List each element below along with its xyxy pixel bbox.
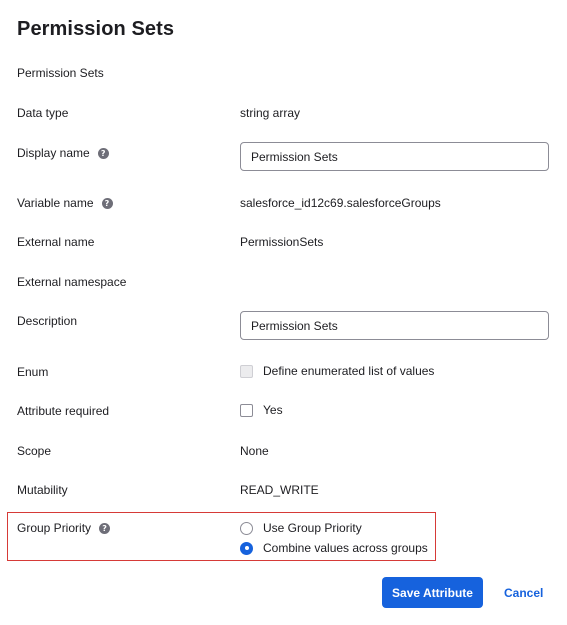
data-type-label-text: Data type [17, 106, 69, 120]
external-namespace-label-text: External namespace [17, 275, 127, 289]
display-name-input[interactable] [240, 142, 549, 171]
attribute-required-checkbox-label[interactable]: Yes [263, 403, 283, 417]
data-type-value: string array [240, 106, 301, 120]
enum-checkbox-row [240, 364, 434, 378]
mutability-label-text: Mutability [17, 483, 68, 497]
external-name-value: PermissionSets [240, 235, 324, 249]
radio-use-group-priority-control[interactable] [240, 522, 253, 535]
enum-checkbox [240, 365, 253, 378]
help-icon[interactable]: ? [99, 523, 110, 534]
enum-checkbox-label: Define enumerated list of values [263, 364, 435, 378]
radio-combine-values-control[interactable] [240, 542, 253, 555]
display-name-label-text: Display name [17, 146, 90, 160]
variable-name-label-text: Variable name [17, 196, 94, 210]
group-priority-label [17, 521, 110, 535]
radio-combine-values[interactable] [240, 541, 428, 555]
variable-name-value: salesforce_id12c69.salesforceGroups [240, 196, 441, 210]
description-input[interactable] [240, 311, 549, 340]
display-name-label [17, 146, 109, 160]
cancel-button[interactable]: Cancel [496, 577, 551, 608]
group-priority-label-text: Group Priority [17, 521, 92, 535]
external-name-label-text: External name [17, 235, 95, 249]
external-name-label [17, 235, 94, 249]
page-title: Permission Sets [17, 18, 175, 40]
mutability-label [17, 483, 68, 497]
radio-combine-values-label[interactable]: Combine values across groups [263, 541, 428, 555]
help-icon[interactable]: ? [98, 148, 109, 159]
attribute-required-label [17, 404, 109, 418]
page-subtitle: Permission Sets [17, 66, 104, 80]
description-label [17, 314, 77, 328]
data-type-label [17, 106, 68, 120]
attribute-required-label-text: Attribute required [17, 404, 110, 418]
radio-use-group-priority[interactable] [240, 521, 362, 535]
attribute-required-checkbox-row[interactable] [240, 403, 283, 417]
description-label-text: Description [17, 314, 78, 328]
enum-label [17, 365, 48, 379]
radio-use-group-priority-label[interactable]: Use Group Priority [263, 521, 362, 535]
external-namespace-label [17, 275, 126, 289]
variable-name-label [17, 196, 113, 210]
enum-label-text: Enum [17, 365, 49, 379]
scope-value: None [240, 444, 269, 458]
mutability-value: READ_WRITE [240, 483, 319, 497]
help-icon[interactable]: ? [102, 198, 113, 209]
scope-label-text: Scope [17, 444, 52, 458]
attribute-required-checkbox[interactable] [240, 404, 253, 417]
scope-label [17, 444, 51, 458]
save-attribute-button[interactable]: Save Attribute [382, 577, 483, 608]
